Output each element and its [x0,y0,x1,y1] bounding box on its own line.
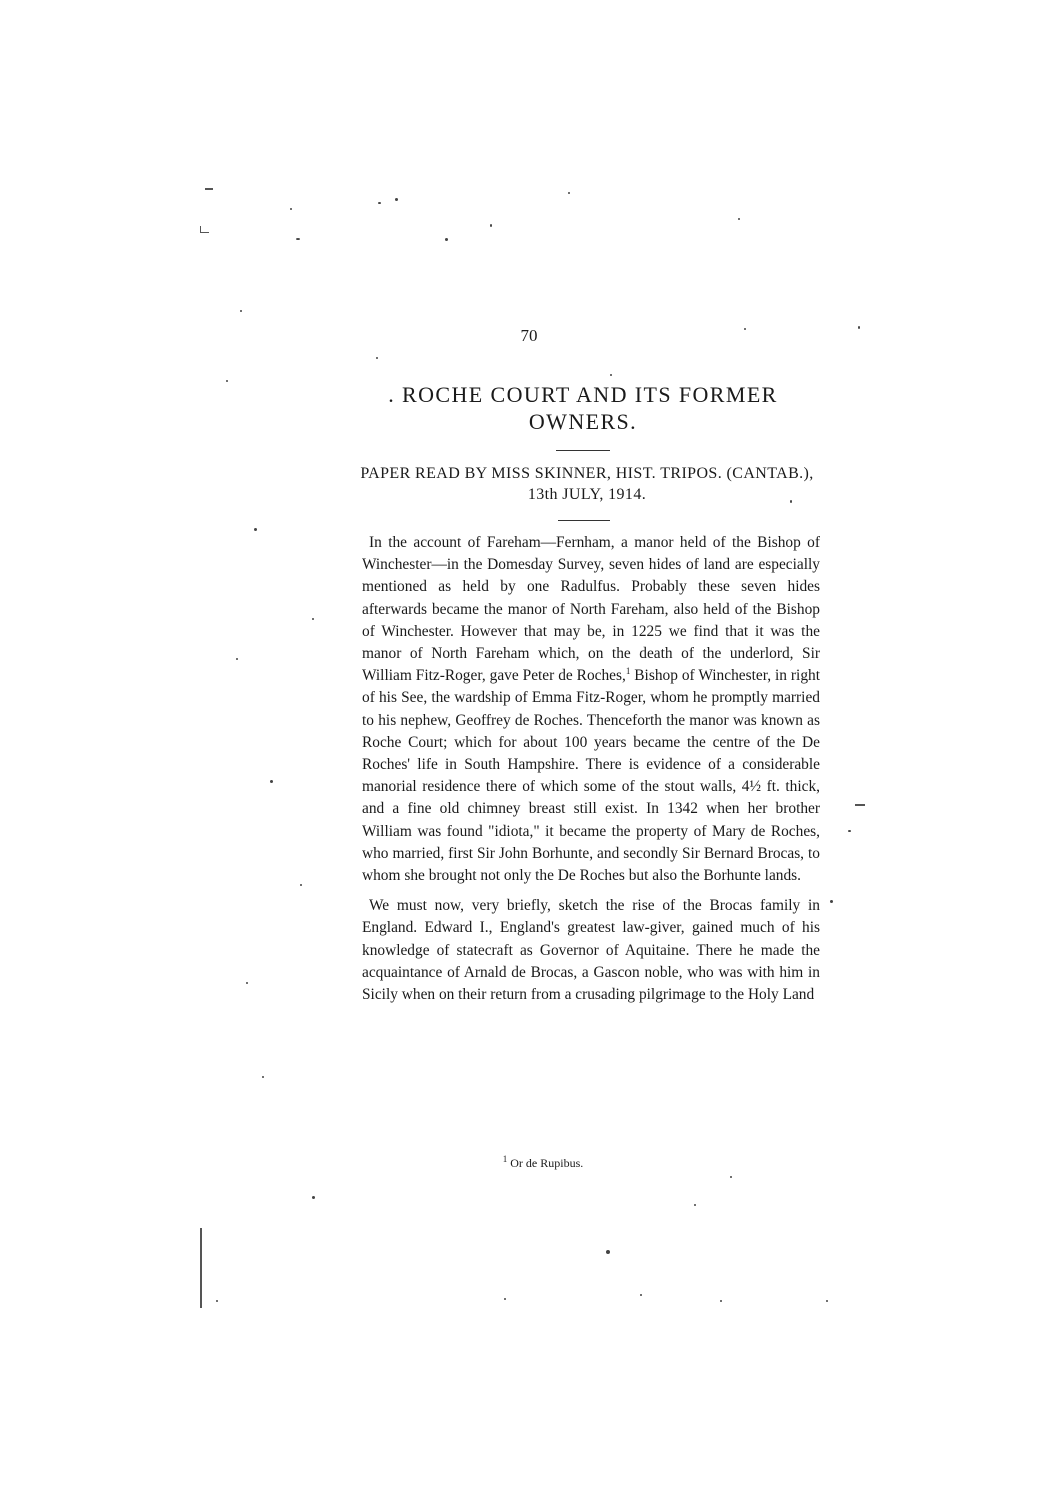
scan-speck [848,830,851,832]
scan-speck [312,618,314,620]
scan-mark [205,188,213,190]
scan-speck [262,1076,264,1078]
scan-speck [826,1300,828,1302]
paragraph [362,532,820,887]
scan-speck [790,500,792,503]
scan-speck [226,380,228,382]
title-line-2: OWNERS. [528,409,638,434]
scan-speck [246,982,248,984]
scan-mark [855,804,865,806]
scan-speck [378,202,381,204]
scan-speck [216,1300,218,1302]
title-rule [556,450,610,451]
byline-rule [558,520,610,521]
scan-speck [376,357,378,359]
scan-speck [312,1196,315,1199]
footnote-reference: 1 [625,666,631,677]
scan-mark [200,1228,202,1308]
paragraph-text-continued: Bishop of Winchester, in right of his See, the wardship of Emma Fitz-Roger, whom he promptly married to his nephew, Geoffrey de Roches. Thenceforth the manor was known as Roche Court; which for about 100 years became the centre of the De Roches' life in South Hampshire. There is evidence of a considerable manorial residence there of which some of the stout walls, 4½ ft. thick, and a fine old chimney breast still exist. In 1342 when her brother William was found "idiota," it became the property of Mary de Roches, who married, first Sir John Borhunte, and secondly Sir Bernard Brocas, to whom she brought not only the De Roches but also the Borhunte lands. [362,667,820,885]
scan-speck [738,218,740,220]
scan-speck [720,1300,722,1302]
scan-speck [610,374,612,376]
scan-speck [606,1250,610,1254]
footnote [0,1156,1058,1171]
footnote-marker: 1 [502,1154,508,1164]
scan-speck [858,326,860,329]
scan-speck [296,238,300,240]
scan-speck [240,310,242,312]
scan-speck [270,780,273,783]
scan-speck [254,528,257,531]
paragraph-text: In the account of Fareham—Fernham, a manor held of the Bishop of Winchester—in the Domesday Survey, seven hides of land are especially mentioned as held by one Radulfus. Probably these seven hides afterwards became the manor of North Fareham, also held of the Bishop of Winchester. However that may be, in 1225 we find that it was the manor of North Fareham which, on the death of the underlord, Sir William Fitz-Roger, gave Peter de Roches, [362,534,820,685]
scan-speck [290,208,292,210]
article-body [362,532,820,1014]
scan-speck [490,224,492,227]
scan-speck [830,900,833,903]
byline-date: 13th JULY, 1914. [527,486,647,503]
paragraph: We must now, very briefly, sketch the rise of the Brocas family in England. Edward I., England's greatest law-giver, gained much of his knowledge of statecraft as Governor of Aquitaine. There he made the acquaintance of Arnald de Brocas, a Gascon noble, who was with him in Sicily when on their return from a crusading pilgrimage to the Holy Land [362,897,820,1004]
page-number: 70 [520,326,538,345]
scan-speck [730,1176,732,1178]
scan-speck [395,198,398,201]
scan-speck [504,1298,506,1300]
scan-mark [200,226,209,233]
scan-speck [445,238,448,241]
scan-speck [300,884,302,886]
scan-speck [640,1294,642,1296]
scan-speck [694,1204,696,1206]
footnote-text: Or de Rupibus. [507,1156,584,1170]
scan-speck [744,328,746,330]
scan-speck [568,192,570,194]
scan-speck [236,658,238,660]
byline-line-1: PAPER READ BY MISS SKINNER, HIST. TRIPOS. (CANTAB.), [360,465,814,482]
title-line-1: . ROCHE COURT AND ITS FORMER [388,382,778,407]
